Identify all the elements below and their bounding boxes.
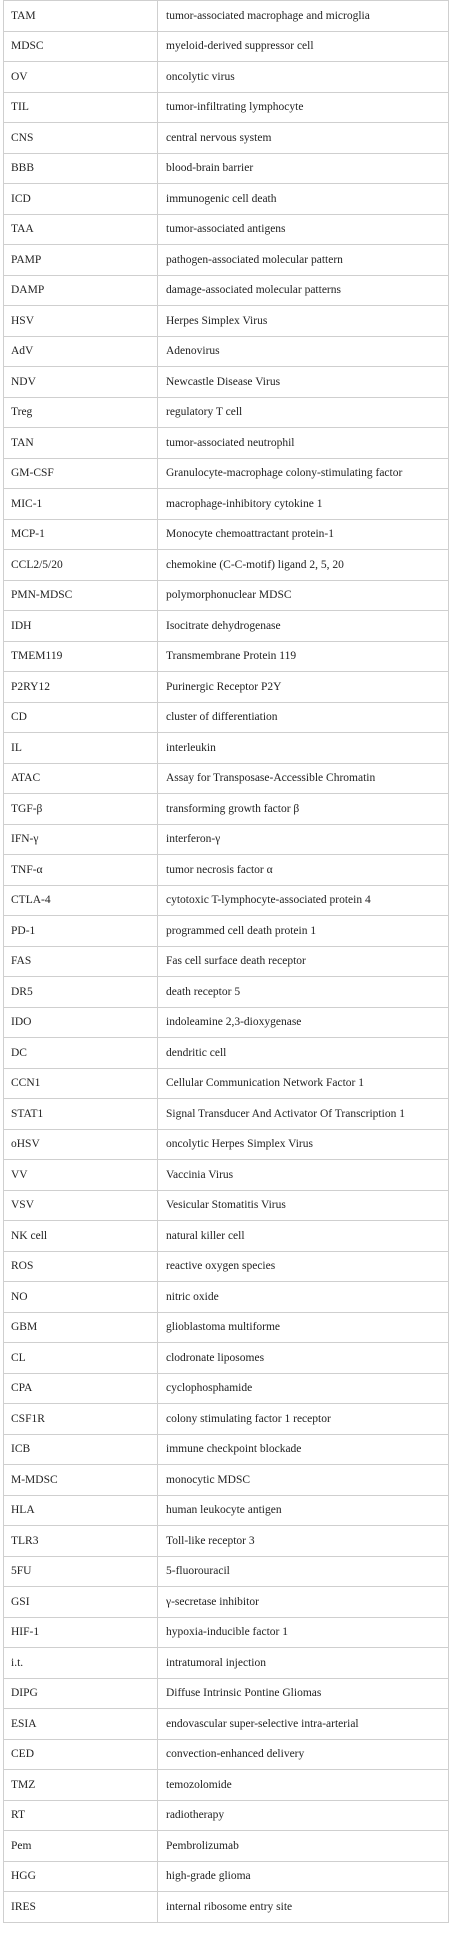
definition-cell: central nervous system [158,123,449,154]
definition-cell: Adenovirus [158,336,449,367]
table-row [4,977,449,1008]
abbreviation-cell: DIPG [4,1678,158,1709]
abbreviation-cell: P2RY12 [4,672,158,703]
table-row [4,62,449,93]
abbreviation-cell: TMEM119 [4,641,158,672]
table-row [4,1770,449,1801]
definition-cell: Toll-like receptor 3 [158,1526,449,1557]
definition-cell: radiotherapy [158,1800,449,1831]
definition-cell: death receptor 5 [158,977,449,1008]
definition-cell: immune checkpoint blockade [158,1434,449,1465]
definition-cell: natural killer cell [158,1221,449,1252]
table-row [4,245,449,276]
definition-cell: reactive oxygen species [158,1251,449,1282]
abbreviations-table [3,0,449,1923]
abbreviation-cell: NO [4,1282,158,1313]
definition-cell: endovascular super-selective intra-arterial [158,1709,449,1740]
abbreviation-cell: MCP-1 [4,519,158,550]
table-row [4,123,449,154]
definition-cell: tumor necrosis factor α [158,855,449,886]
abbreviation-cell: GSI [4,1587,158,1618]
definition-cell: Monocyte chemoattractant protein-1 [158,519,449,550]
abbreviation-cell: CD [4,702,158,733]
table-row [4,1312,449,1343]
table-row [4,885,449,916]
definition-cell: tumor-associated antigens [158,214,449,245]
table-row [4,1709,449,1740]
abbreviation-cell: GBM [4,1312,158,1343]
abbreviation-cell: CSF1R [4,1404,158,1435]
abbreviation-cell: ROS [4,1251,158,1282]
definition-cell: colony stimulating factor 1 receptor [158,1404,449,1435]
abbreviation-cell: HGG [4,1861,158,1892]
abbreviation-cell: TAN [4,428,158,459]
table-row [4,367,449,398]
table-row [4,1556,449,1587]
abbreviation-cell: VV [4,1160,158,1191]
definition-cell: immunogenic cell death [158,184,449,215]
abbreviation-cell: ICD [4,184,158,215]
definition-cell: transforming growth factor β [158,794,449,825]
definition-cell: clodronate liposomes [158,1343,449,1374]
abbreviation-cell: PMN-MDSC [4,580,158,611]
definition-cell: cytotoxic T-lymphocyte-associated protein 4 [158,885,449,916]
table-row [4,580,449,611]
abbreviation-cell: NK cell [4,1221,158,1252]
table-row [4,397,449,428]
abbreviation-cell: MIC-1 [4,489,158,520]
definition-cell: regulatory T cell [158,397,449,428]
abbreviation-cell: HSV [4,306,158,337]
table-row [4,672,449,703]
abbreviation-cell: GM-CSF [4,458,158,489]
abbreviation-cell: DC [4,1038,158,1069]
table-row [4,458,449,489]
definition-cell: intratumoral injection [158,1648,449,1679]
definition-cell: Newcastle Disease Virus [158,367,449,398]
table-row [4,702,449,733]
table-row [4,336,449,367]
abbreviation-cell: FAS [4,946,158,977]
table-row [4,1160,449,1191]
table-row [4,1495,449,1526]
definition-cell: temozolomide [158,1770,449,1801]
abbreviation-cell: Treg [4,397,158,428]
abbreviation-cell: IDO [4,1007,158,1038]
table-row [4,1831,449,1862]
abbreviation-cell: CPA [4,1373,158,1404]
abbreviation-cell: ATAC [4,763,158,794]
definition-cell: tumor-infiltrating lymphocyte [158,92,449,123]
definition-cell: blood-brain barrier [158,153,449,184]
abbreviation-cell: CL [4,1343,158,1374]
abbreviation-cell: M-MDSC [4,1465,158,1496]
table-row [4,1038,449,1069]
table-row [4,1526,449,1557]
definition-cell: polymorphonuclear MDSC [158,580,449,611]
table-row [4,641,449,672]
abbreviation-cell: BBB [4,153,158,184]
abbreviation-cell: IRES [4,1892,158,1923]
abbreviation-cell: DR5 [4,977,158,1008]
definition-cell: high-grade glioma [158,1861,449,1892]
table-row [4,489,449,520]
definition-cell: convection-enhanced delivery [158,1739,449,1770]
table-row [4,1587,449,1618]
table-row [4,1221,449,1252]
definition-cell: Herpes Simplex Virus [158,306,449,337]
abbreviation-cell: TLR3 [4,1526,158,1557]
abbreviation-cell: HLA [4,1495,158,1526]
abbreviation-cell: CCL2/5/20 [4,550,158,581]
abbreviation-cell: oHSV [4,1129,158,1160]
definition-cell: Assay for Transposase-Accessible Chromatin [158,763,449,794]
abbreviation-cell: TNF-α [4,855,158,886]
abbreviation-cell: i.t. [4,1648,158,1679]
table-row [4,1800,449,1831]
table-row [4,1129,449,1160]
table-row [4,794,449,825]
abbreviation-cell: CTLA-4 [4,885,158,916]
definition-cell: oncolytic Herpes Simplex Virus [158,1129,449,1160]
definition-cell: Isocitrate dehydrogenase [158,611,449,642]
abbreviation-cell: TAM [4,1,158,32]
table-row [4,1434,449,1465]
definition-cell: damage-associated molecular patterns [158,275,449,306]
abbreviation-cell: TMZ [4,1770,158,1801]
definition-cell: Vaccinia Virus [158,1160,449,1191]
definition-cell: Fas cell surface death receptor [158,946,449,977]
table-row [4,214,449,245]
definition-cell: indoleamine 2,3-dioxygenase [158,1007,449,1038]
table-row [4,1739,449,1770]
definition-cell: cyclophosphamide [158,1373,449,1404]
table-row [4,1373,449,1404]
definition-cell: programmed cell death protein 1 [158,916,449,947]
definition-cell: Purinergic Receptor P2Y [158,672,449,703]
abbreviation-cell: RT [4,1800,158,1831]
table-row [4,1,449,32]
table-row [4,1068,449,1099]
table-row [4,1099,449,1130]
abbreviation-cell: TGF-β [4,794,158,825]
table-row [4,1007,449,1038]
table-row [4,153,449,184]
abbreviation-cell: 5FU [4,1556,158,1587]
definition-cell: interferon-γ [158,824,449,855]
table-row [4,1190,449,1221]
table-row [4,31,449,62]
table-row [4,306,449,337]
table-row [4,92,449,123]
abbreviation-cell: HIF-1 [4,1617,158,1648]
definition-cell: Vesicular Stomatitis Virus [158,1190,449,1221]
definition-cell: 5-fluorouracil [158,1556,449,1587]
definition-cell: Granulocyte-macrophage colony-stimulating factor [158,458,449,489]
abbreviation-cell: IDH [4,611,158,642]
table-row [4,855,449,886]
table-row [4,519,449,550]
table-row [4,763,449,794]
table-row [4,1343,449,1374]
table-row [4,1465,449,1496]
table-row [4,1892,449,1923]
definition-cell: Diffuse Intrinsic Pontine Gliomas [158,1678,449,1709]
definition-cell: glioblastoma multiforme [158,1312,449,1343]
definition-cell: monocytic MDSC [158,1465,449,1496]
abbreviation-cell: OV [4,62,158,93]
definition-cell: cluster of differentiation [158,702,449,733]
definition-cell: internal ribosome entry site [158,1892,449,1923]
abbreviation-cell: Pem [4,1831,158,1862]
table-row [4,275,449,306]
abbreviation-cell: AdV [4,336,158,367]
table-row [4,916,449,947]
table-row [4,428,449,459]
definition-cell: oncolytic virus [158,62,449,93]
abbreviation-cell: CED [4,1739,158,1770]
definition-cell: dendritic cell [158,1038,449,1069]
definition-cell: pathogen-associated molecular pattern [158,245,449,276]
table-row [4,184,449,215]
abbreviation-cell: CCN1 [4,1068,158,1099]
abbreviation-cell: PAMP [4,245,158,276]
definition-cell: nitric oxide [158,1282,449,1313]
abbreviation-cell: TAA [4,214,158,245]
table-row [4,1678,449,1709]
abbreviation-cell: STAT1 [4,1099,158,1130]
table-row [4,1648,449,1679]
table-row [4,824,449,855]
definition-cell: Pembrolizumab [158,1831,449,1862]
abbreviation-cell: CNS [4,123,158,154]
definition-cell: γ-secretase inhibitor [158,1587,449,1618]
table-row [4,1404,449,1435]
table-row [4,550,449,581]
definition-cell: macrophage-inhibitory cytokine 1 [158,489,449,520]
abbreviation-cell: NDV [4,367,158,398]
definition-cell: interleukin [158,733,449,764]
abbreviation-cell: TIL [4,92,158,123]
abbreviation-cell: PD-1 [4,916,158,947]
abbreviation-cell: VSV [4,1190,158,1221]
definition-cell: Signal Transducer And Activator Of Transcription 1 [158,1099,449,1130]
definition-cell: Transmembrane Protein 119 [158,641,449,672]
table-row [4,1251,449,1282]
table-row [4,1861,449,1892]
abbreviation-cell: IFN-γ [4,824,158,855]
abbreviations-table-body [4,1,449,1923]
table-row [4,1617,449,1648]
abbreviation-cell: ESIA [4,1709,158,1740]
definition-cell: hypoxia-inducible factor 1 [158,1617,449,1648]
table-row [4,611,449,642]
definition-cell: tumor-associated neutrophil [158,428,449,459]
definition-cell: tumor-associated macrophage and microglia [158,1,449,32]
abbreviation-cell: DAMP [4,275,158,306]
definition-cell: human leukocyte antigen [158,1495,449,1526]
definition-cell: chemokine (C-C-motif) ligand 2, 5, 20 [158,550,449,581]
definition-cell: Cellular Communication Network Factor 1 [158,1068,449,1099]
table-row [4,1282,449,1313]
table-row [4,946,449,977]
table-row [4,733,449,764]
abbreviation-cell: ICB [4,1434,158,1465]
definition-cell: myeloid-derived suppressor cell [158,31,449,62]
abbreviation-cell: MDSC [4,31,158,62]
abbreviation-cell: IL [4,733,158,764]
